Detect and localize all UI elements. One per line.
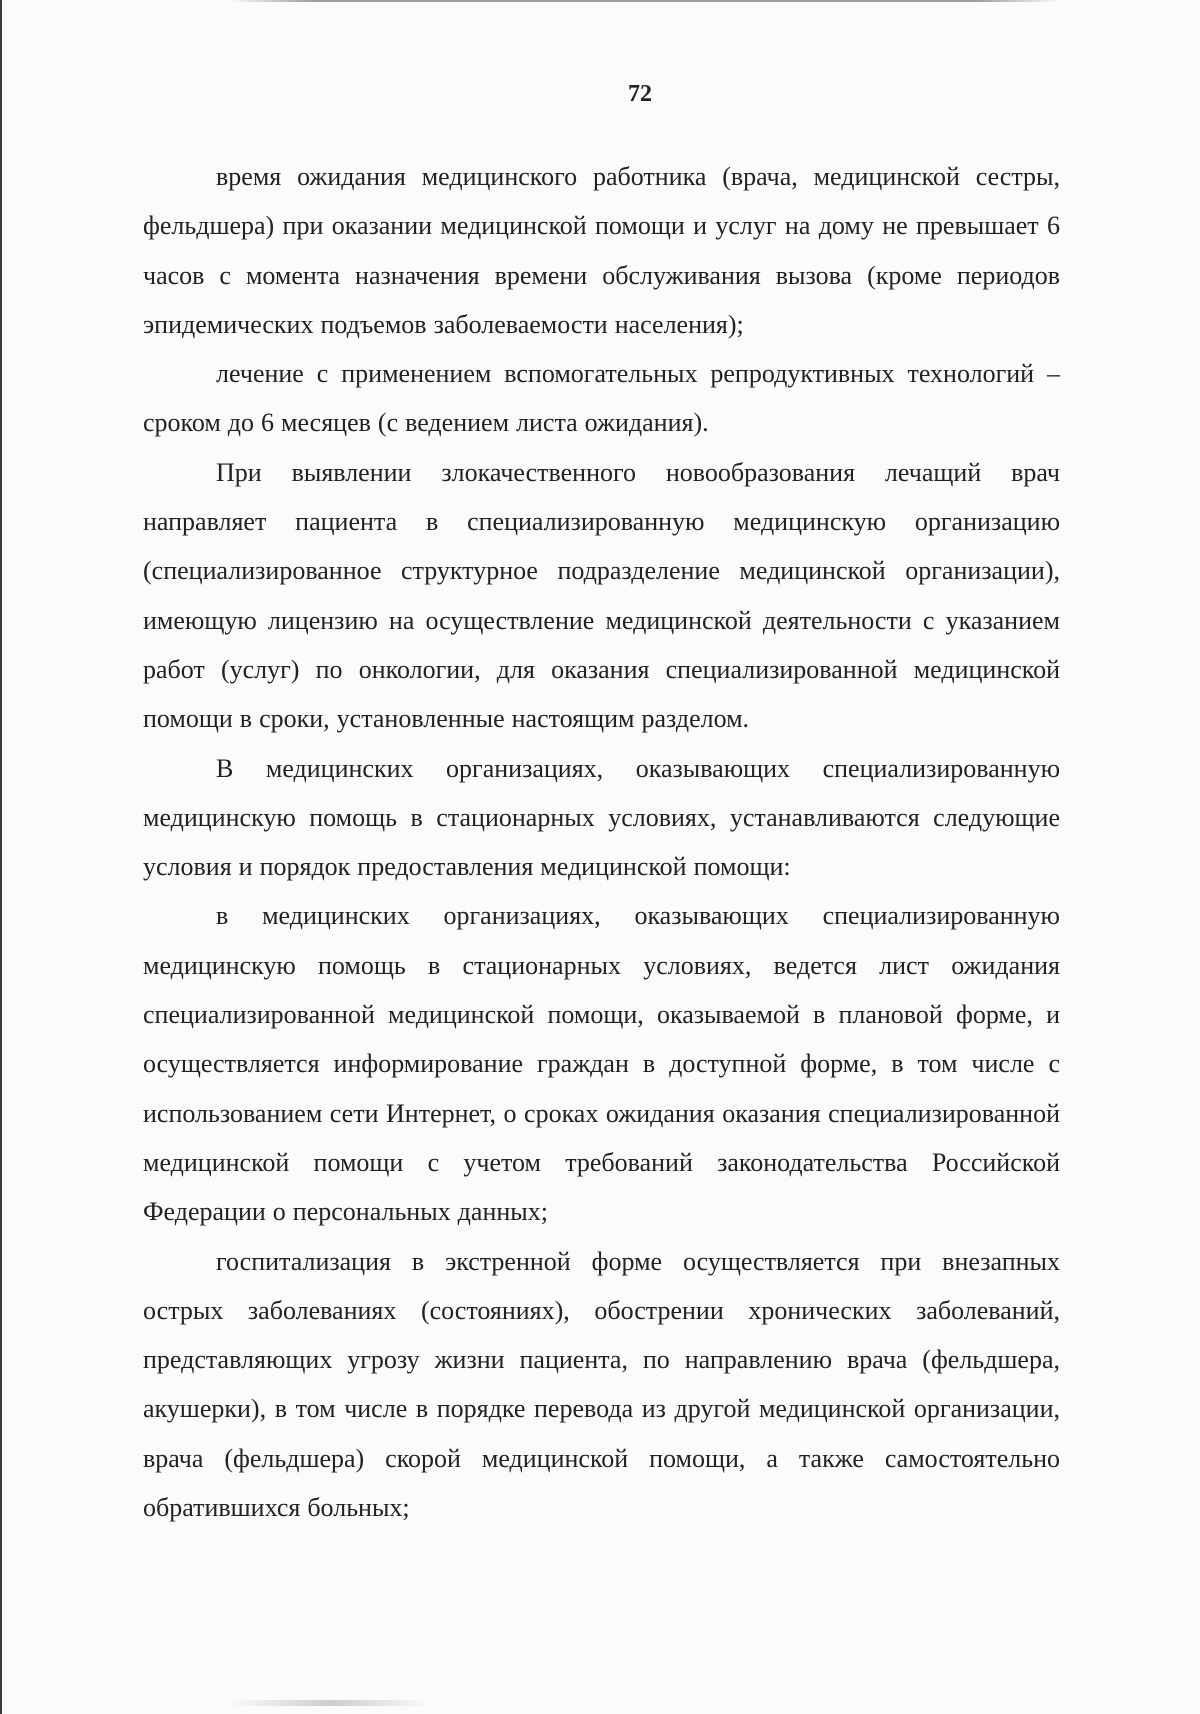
paragraph-reproductive-technologies: лечение с применением вспомогательных репродуктивных технологий – сроком до 6 месяцев (с ведением листа ожидания). [143,359,1060,438]
page-number: 72 [628,81,652,107]
paragraph-malignant-neoplasm: При выявлении злокачественного новообразования лечащий врач направляет пациента в специализированную медицинскую организацию (специализированное структурное подразделение медицинской организации), имеющую лицензию на осуществление медицинской деятельности с указанием работ (услуг) по онкологии, для оказания специализированной медицинской помощи в сроки, установленные настоящим разделом. [143,457,1060,734]
scan-smudge [230,1700,430,1706]
document-body [143,152,1060,1532]
paragraph-waiting-list: в медицинских организациях, оказывающих специализированную медицинскую помощь в стационарных условиях, ведется лист ожидания специализированной медицинской помощи, оказываемой в плановой форме, и осуществляется информирование граждан в доступной форме, в том числе с использованием сети Интернет, о сроках ожидания оказания специализированной медицинской помощи с учетом требований законодательства Российской Федерации о персональных данных; [143,901,1060,1227]
paragraph-inpatient-conditions: В медицинских организациях, оказывающих специализированную медицинскую помощь в стационарных условиях, устанавливаются следующие условия и порядок предоставления медицинской помощи: [143,753,1060,882]
paragraph-waiting-time-home-visit: время ожидания медицинского работника (врача, медицинской сестры, фельдшера) при оказании медицинской помощи и услуг на дому не превышает 6 часов с момента назначения времени обслуживания вызова (кроме периодов эпидемических подъемов заболеваемости населения); [143,162,1060,339]
scan-edge-left [0,0,2,1714]
paragraph-emergency-hospitalization: госпитализация в экстренной форме осуществляется при внезапных острых заболеваниях (состояниях), обострении хронических заболеваний, представляющих угрозу жизни пациента, по направлению врача (фельдшера, акушерки), в том числе в порядке перевода из другой медицинской организации, врача (фельдшера) скорой медицинской помощи, а также самостоятельно обратившихся больных; [143,1246,1060,1523]
scan-edge-top [230,0,1060,2]
